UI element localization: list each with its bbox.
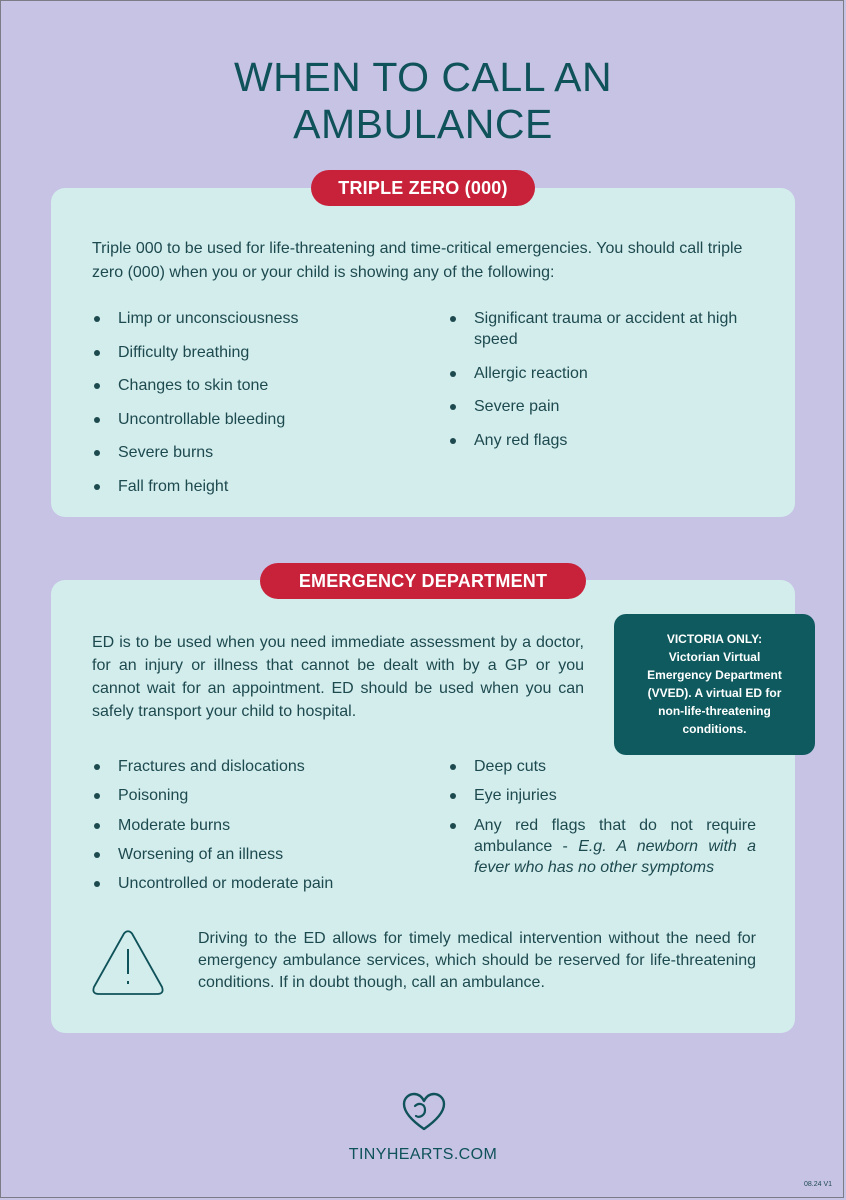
list-item: Deep cuts	[448, 756, 756, 777]
list-item: Poisoning	[92, 785, 412, 806]
version-label: 08.24 V1	[804, 1181, 833, 1188]
victoria-only-line: Emergency Department	[647, 668, 782, 682]
victoria-only-line: conditions.	[682, 722, 747, 736]
triple-zero-list-right	[448, 308, 748, 463]
victoria-only-line: (VVED). A virtual ED for	[647, 686, 782, 700]
victoria-only-box	[614, 614, 815, 755]
list-item: Eye injuries	[448, 785, 756, 806]
list-item-red-flags	[448, 815, 756, 878]
list-item: Fractures and dislocations	[92, 756, 412, 777]
victoria-only-line: non-life-threatening	[658, 704, 771, 718]
emergency-department-intro: ED is to be used when you need immediate assessment by a doctor, for an injury or illness that cannot be dealt with by a GP or you cannot wait for an appointment. ED should be used when you can safely transport your child to hospital.	[92, 634, 584, 720]
victoria-only-heading: VICTORIA ONLY:	[666, 632, 763, 646]
page-title-line-1: WHEN TO CALL AN	[233, 54, 613, 100]
red-flags-example: E.g. A newborn with a fever who has no other symptoms	[474, 837, 757, 876]
list-item: Any red flags	[448, 430, 748, 451]
page-title-line-2: AMBULANCE	[293, 101, 553, 147]
list-item: Fall from height	[92, 476, 412, 497]
tiny-hearts-heart-icon	[401, 1092, 447, 1132]
red-flags-text: Any red flags that do not require ambulance -	[474, 816, 756, 855]
list-item: Severe pain	[448, 396, 748, 417]
list-item: Limp or unconsciousness	[92, 308, 412, 329]
list-item: Changes to skin tone	[92, 375, 412, 396]
list-item: Difficulty breathing	[92, 342, 412, 363]
list-item: Moderate burns	[92, 815, 412, 836]
list-item: Uncontrollable bleeding	[92, 409, 412, 430]
list-item: Worsening of an illness	[92, 844, 412, 865]
list-item: Severe burns	[92, 442, 412, 463]
website-link[interactable]: TINYHEARTS.COM	[348, 1146, 498, 1163]
triple-zero-list-left	[92, 308, 412, 509]
page-title	[0, 54, 846, 148]
emergency-department-list-right	[448, 756, 756, 886]
triple-zero-heading: TRIPLE ZERO (000)	[311, 170, 535, 206]
list-item: Uncontrolled or moderate pain	[92, 873, 412, 894]
warning-triangle-icon	[91, 929, 165, 996]
triple-zero-intro: Triple 000 to be used for life-threatening and time-critical emergencies. You should call triple zero (000) when you or your child is showing any of the following:	[92, 240, 743, 281]
emergency-department-heading: EMERGENCY DEPARTMENT	[260, 563, 586, 599]
emergency-department-list-left	[92, 756, 412, 902]
list-item: Significant trauma or accident at high speed	[448, 308, 748, 350]
list-item: Allergic reaction	[448, 363, 748, 384]
warning-text: Driving to the ED allows for timely medical intervention without the need for emergency ambulance services, which should be reserved for life-threatening conditions. If in doubt though, call an ambulance.	[198, 930, 756, 991]
victoria-only-line: Victorian Virtual	[668, 650, 761, 664]
